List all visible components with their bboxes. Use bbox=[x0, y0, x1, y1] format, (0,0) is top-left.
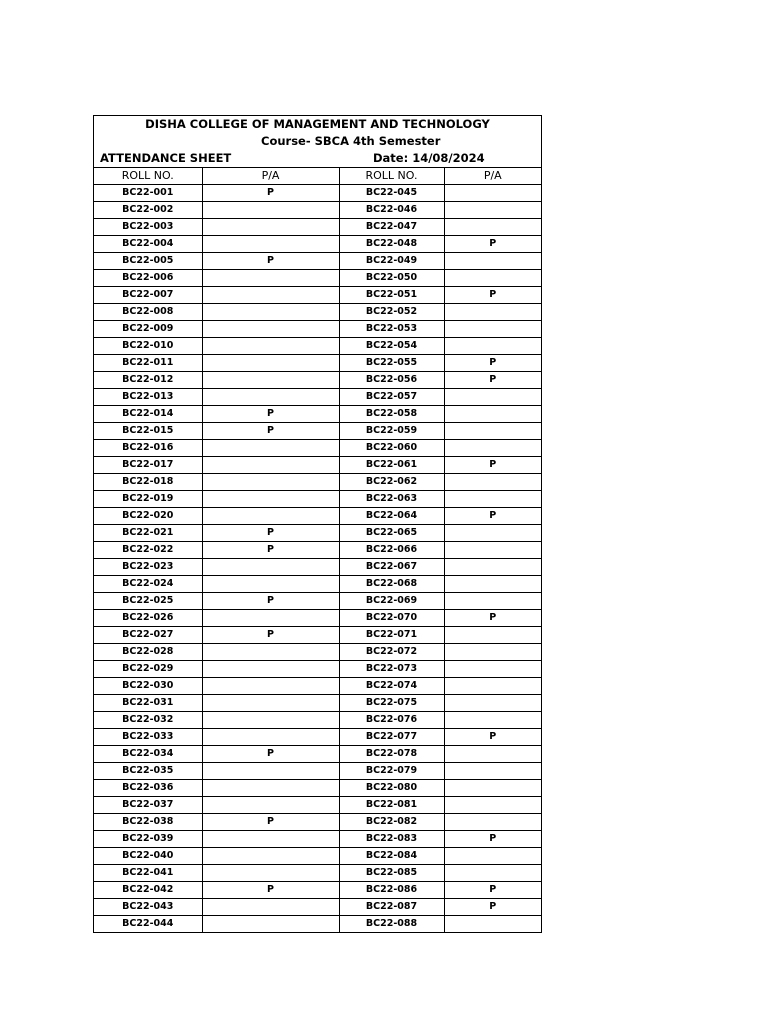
roll-right-cell: BC22-048 bbox=[339, 236, 444, 253]
pa-left-cell bbox=[202, 899, 339, 916]
table-row bbox=[94, 338, 541, 355]
roll-left-cell: BC22-012 bbox=[94, 372, 202, 389]
pa-left-cell bbox=[202, 219, 339, 236]
table-row bbox=[94, 355, 541, 372]
roll-left-cell: BC22-006 bbox=[94, 270, 202, 287]
roll-right-cell: BC22-069 bbox=[339, 593, 444, 610]
roll-right-cell: BC22-077 bbox=[339, 729, 444, 746]
roll-right-cell: BC22-086 bbox=[339, 882, 444, 899]
pa-right-cell bbox=[444, 474, 541, 491]
pa-right-cell bbox=[444, 576, 541, 593]
table-row bbox=[94, 491, 541, 508]
pa-right-cell: P bbox=[444, 610, 541, 627]
pa-left-cell: P bbox=[202, 406, 339, 423]
roll-right-cell: BC22-051 bbox=[339, 287, 444, 304]
pa-right-cell bbox=[444, 746, 541, 763]
pa-right-cell bbox=[444, 763, 541, 780]
pa-left-cell bbox=[202, 831, 339, 848]
pa-left-cell bbox=[202, 389, 339, 406]
pa-left-cell bbox=[202, 559, 339, 576]
roll-right-cell: BC22-081 bbox=[339, 797, 444, 814]
sheet-title: ATTENDANCE SHEET bbox=[100, 151, 232, 165]
column-header-roll-left: ROLL NO. bbox=[94, 168, 202, 185]
roll-right-cell: BC22-082 bbox=[339, 814, 444, 831]
roll-left-cell: BC22-044 bbox=[94, 916, 202, 933]
pa-right-cell: P bbox=[444, 372, 541, 389]
table-row bbox=[94, 457, 541, 474]
table-row bbox=[94, 661, 541, 678]
pa-left-cell bbox=[202, 644, 339, 661]
table-row bbox=[94, 270, 541, 287]
roll-left-cell: BC22-038 bbox=[94, 814, 202, 831]
pa-left-cell bbox=[202, 780, 339, 797]
pa-right-cell bbox=[444, 321, 541, 338]
table-row bbox=[94, 678, 541, 695]
table-row bbox=[94, 814, 541, 831]
roll-right-cell: BC22-078 bbox=[339, 746, 444, 763]
pa-left-cell bbox=[202, 202, 339, 219]
roll-left-cell: BC22-031 bbox=[94, 695, 202, 712]
column-header-pa-left: P/A bbox=[202, 168, 339, 185]
roll-right-cell: BC22-063 bbox=[339, 491, 444, 508]
roll-left-cell: BC22-021 bbox=[94, 525, 202, 542]
pa-left-cell bbox=[202, 610, 339, 627]
roll-right-cell: BC22-058 bbox=[339, 406, 444, 423]
pa-left-cell bbox=[202, 457, 339, 474]
sheet-date: Date: 14/08/2024 bbox=[373, 151, 485, 165]
roll-left-cell: BC22-041 bbox=[94, 865, 202, 882]
pa-right-cell bbox=[444, 627, 541, 644]
pa-right-cell bbox=[444, 848, 541, 865]
roll-right-cell: BC22-083 bbox=[339, 831, 444, 848]
pa-left-cell bbox=[202, 712, 339, 729]
roll-left-cell: BC22-008 bbox=[94, 304, 202, 321]
pa-left-cell: P bbox=[202, 525, 339, 542]
roll-right-cell: BC22-068 bbox=[339, 576, 444, 593]
roll-right-cell: BC22-066 bbox=[339, 542, 444, 559]
roll-right-cell: BC22-067 bbox=[339, 559, 444, 576]
pa-left-cell bbox=[202, 338, 339, 355]
roll-right-cell: BC22-046 bbox=[339, 202, 444, 219]
pa-right-cell bbox=[444, 440, 541, 457]
table-row bbox=[94, 848, 541, 865]
pa-right-cell: P bbox=[444, 508, 541, 525]
table-row bbox=[94, 236, 541, 253]
roll-left-cell: BC22-030 bbox=[94, 678, 202, 695]
roll-right-cell: BC22-061 bbox=[339, 457, 444, 474]
roll-left-cell: BC22-033 bbox=[94, 729, 202, 746]
pa-left-cell: P bbox=[202, 814, 339, 831]
table-row bbox=[94, 406, 541, 423]
pa-right-cell bbox=[444, 712, 541, 729]
roll-left-cell: BC22-014 bbox=[94, 406, 202, 423]
roll-right-cell: BC22-088 bbox=[339, 916, 444, 933]
roll-left-cell: BC22-043 bbox=[94, 899, 202, 916]
pa-right-cell: P bbox=[444, 236, 541, 253]
pa-right-cell bbox=[444, 780, 541, 797]
roll-left-cell: BC22-004 bbox=[94, 236, 202, 253]
pa-right-cell: P bbox=[444, 831, 541, 848]
table-row bbox=[94, 423, 541, 440]
table-row bbox=[94, 627, 541, 644]
column-header-row bbox=[94, 168, 541, 185]
pa-right-cell bbox=[444, 916, 541, 933]
table-row bbox=[94, 474, 541, 491]
roll-left-cell: BC22-022 bbox=[94, 542, 202, 559]
pa-left-cell: P bbox=[202, 542, 339, 559]
pa-left-cell bbox=[202, 270, 339, 287]
roll-left-cell: BC22-039 bbox=[94, 831, 202, 848]
pa-left-cell bbox=[202, 695, 339, 712]
column-header-roll-right: ROLL NO. bbox=[339, 168, 444, 185]
pa-left-cell: P bbox=[202, 746, 339, 763]
pa-right-cell bbox=[444, 270, 541, 287]
column-header-pa-right: P/A bbox=[444, 168, 541, 185]
table-row bbox=[94, 202, 541, 219]
table-row bbox=[94, 916, 541, 933]
pa-right-cell bbox=[444, 423, 541, 440]
table-row bbox=[94, 304, 541, 321]
roll-right-cell: BC22-087 bbox=[339, 899, 444, 916]
table-row bbox=[94, 576, 541, 593]
roll-right-cell: BC22-079 bbox=[339, 763, 444, 780]
roll-left-cell: BC22-011 bbox=[94, 355, 202, 372]
pa-right-cell bbox=[444, 644, 541, 661]
pa-left-cell bbox=[202, 236, 339, 253]
pa-left-cell bbox=[202, 287, 339, 304]
table-row bbox=[94, 797, 541, 814]
table-row bbox=[94, 644, 541, 661]
pa-left-cell: P bbox=[202, 593, 339, 610]
course-line bbox=[94, 133, 541, 150]
table-row bbox=[94, 389, 541, 406]
table-row bbox=[94, 287, 541, 304]
table-row bbox=[94, 763, 541, 780]
roll-left-cell: BC22-035 bbox=[94, 763, 202, 780]
roll-left-cell: BC22-019 bbox=[94, 491, 202, 508]
pa-left-cell bbox=[202, 848, 339, 865]
pa-left-cell bbox=[202, 797, 339, 814]
pa-left-cell bbox=[202, 508, 339, 525]
pa-left-cell bbox=[202, 304, 339, 321]
roll-left-cell: BC22-001 bbox=[94, 185, 202, 202]
pa-left-cell bbox=[202, 355, 339, 372]
pa-left-cell bbox=[202, 865, 339, 882]
roll-right-cell: BC22-085 bbox=[339, 865, 444, 882]
roll-right-cell: BC22-062 bbox=[339, 474, 444, 491]
roll-left-cell: BC22-042 bbox=[94, 882, 202, 899]
table-row bbox=[94, 695, 541, 712]
roll-right-cell: BC22-071 bbox=[339, 627, 444, 644]
table-row bbox=[94, 712, 541, 729]
pa-left-cell bbox=[202, 321, 339, 338]
pa-right-cell bbox=[444, 678, 541, 695]
roll-right-cell: BC22-076 bbox=[339, 712, 444, 729]
roll-right-cell: BC22-049 bbox=[339, 253, 444, 270]
table-row bbox=[94, 372, 541, 389]
roll-left-cell: BC22-025 bbox=[94, 593, 202, 610]
roll-left-cell: BC22-032 bbox=[94, 712, 202, 729]
pa-right-cell bbox=[444, 406, 541, 423]
pa-right-cell: P bbox=[444, 899, 541, 916]
roll-right-cell: BC22-053 bbox=[339, 321, 444, 338]
table-row bbox=[94, 865, 541, 882]
college-name: DISHA COLLEGE OF MANAGEMENT AND TECHNOLOGY bbox=[145, 117, 490, 131]
roll-right-cell: BC22-045 bbox=[339, 185, 444, 202]
table-row bbox=[94, 831, 541, 848]
table-row bbox=[94, 440, 541, 457]
roll-right-cell: BC22-056 bbox=[339, 372, 444, 389]
table-row bbox=[94, 882, 541, 899]
roll-right-cell: BC22-065 bbox=[339, 525, 444, 542]
roll-left-cell: BC22-005 bbox=[94, 253, 202, 270]
pa-left-cell bbox=[202, 678, 339, 695]
pa-left-cell bbox=[202, 474, 339, 491]
roll-left-cell: BC22-040 bbox=[94, 848, 202, 865]
pa-right-cell bbox=[444, 814, 541, 831]
table-row bbox=[94, 610, 541, 627]
pa-left-cell: P bbox=[202, 185, 339, 202]
pa-left-cell: P bbox=[202, 423, 339, 440]
pa-right-cell bbox=[444, 865, 541, 882]
roll-left-cell: BC22-020 bbox=[94, 508, 202, 525]
pa-right-cell bbox=[444, 661, 541, 678]
pa-right-cell bbox=[444, 695, 541, 712]
table-row bbox=[94, 542, 541, 559]
pa-right-cell: P bbox=[444, 882, 541, 899]
table-row bbox=[94, 729, 541, 746]
pa-left-cell bbox=[202, 372, 339, 389]
pa-left-cell bbox=[202, 440, 339, 457]
pa-left-cell bbox=[202, 729, 339, 746]
pa-right-cell bbox=[444, 202, 541, 219]
roll-right-cell: BC22-074 bbox=[339, 678, 444, 695]
pa-left-cell: P bbox=[202, 627, 339, 644]
roll-right-cell: BC22-054 bbox=[339, 338, 444, 355]
roll-right-cell: BC22-060 bbox=[339, 440, 444, 457]
roll-right-cell: BC22-072 bbox=[339, 644, 444, 661]
roll-right-cell: BC22-047 bbox=[339, 219, 444, 236]
attendance-sheet bbox=[93, 115, 542, 933]
pa-left-cell: P bbox=[202, 882, 339, 899]
pa-right-cell bbox=[444, 304, 541, 321]
pa-left-cell bbox=[202, 916, 339, 933]
pa-right-cell bbox=[444, 525, 541, 542]
roll-left-cell: BC22-024 bbox=[94, 576, 202, 593]
pa-right-cell bbox=[444, 253, 541, 270]
table-row bbox=[94, 253, 541, 270]
pa-right-cell bbox=[444, 593, 541, 610]
pa-left-cell bbox=[202, 763, 339, 780]
roll-left-cell: BC22-028 bbox=[94, 644, 202, 661]
pa-right-cell: P bbox=[444, 457, 541, 474]
pa-left-cell bbox=[202, 661, 339, 678]
roll-right-cell: BC22-055 bbox=[339, 355, 444, 372]
pa-left-cell: P bbox=[202, 253, 339, 270]
roll-left-cell: BC22-036 bbox=[94, 780, 202, 797]
roll-right-cell: BC22-057 bbox=[339, 389, 444, 406]
roll-left-cell: BC22-029 bbox=[94, 661, 202, 678]
roll-right-cell: BC22-075 bbox=[339, 695, 444, 712]
table-row bbox=[94, 508, 541, 525]
roll-left-cell: BC22-034 bbox=[94, 746, 202, 763]
table-row bbox=[94, 780, 541, 797]
roll-left-cell: BC22-027 bbox=[94, 627, 202, 644]
roll-left-cell: BC22-009 bbox=[94, 321, 202, 338]
table-row bbox=[94, 321, 541, 338]
pa-right-cell bbox=[444, 219, 541, 236]
roll-left-cell: BC22-002 bbox=[94, 202, 202, 219]
roll-right-cell: BC22-052 bbox=[339, 304, 444, 321]
table-row bbox=[94, 593, 541, 610]
roll-left-cell: BC22-007 bbox=[94, 287, 202, 304]
title-date-line bbox=[94, 150, 541, 167]
attendance-table bbox=[94, 167, 541, 932]
roll-right-cell: BC22-084 bbox=[339, 848, 444, 865]
roll-right-cell: BC22-070 bbox=[339, 610, 444, 627]
pa-right-cell: P bbox=[444, 355, 541, 372]
roll-left-cell: BC22-013 bbox=[94, 389, 202, 406]
pa-right-cell bbox=[444, 542, 541, 559]
pa-right-cell bbox=[444, 797, 541, 814]
roll-left-cell: BC22-016 bbox=[94, 440, 202, 457]
pa-right-cell bbox=[444, 389, 541, 406]
table-row bbox=[94, 559, 541, 576]
pa-right-cell: P bbox=[444, 287, 541, 304]
table-row bbox=[94, 525, 541, 542]
roll-left-cell: BC22-026 bbox=[94, 610, 202, 627]
roll-left-cell: BC22-023 bbox=[94, 559, 202, 576]
roll-left-cell: BC22-018 bbox=[94, 474, 202, 491]
pa-right-cell bbox=[444, 559, 541, 576]
roll-right-cell: BC22-073 bbox=[339, 661, 444, 678]
table-row bbox=[94, 219, 541, 236]
table-row bbox=[94, 746, 541, 763]
table-row bbox=[94, 185, 541, 202]
roll-right-cell: BC22-050 bbox=[339, 270, 444, 287]
roll-left-cell: BC22-015 bbox=[94, 423, 202, 440]
pa-left-cell bbox=[202, 491, 339, 508]
roll-right-cell: BC22-059 bbox=[339, 423, 444, 440]
roll-left-cell: BC22-010 bbox=[94, 338, 202, 355]
roll-right-cell: BC22-080 bbox=[339, 780, 444, 797]
table-row bbox=[94, 899, 541, 916]
pa-right-cell bbox=[444, 338, 541, 355]
course-label: Course- SBCA 4th Semester bbox=[261, 134, 441, 148]
pa-left-cell bbox=[202, 576, 339, 593]
roll-left-cell: BC22-003 bbox=[94, 219, 202, 236]
pa-right-cell bbox=[444, 185, 541, 202]
pa-right-cell bbox=[444, 491, 541, 508]
roll-left-cell: BC22-037 bbox=[94, 797, 202, 814]
roll-right-cell: BC22-064 bbox=[339, 508, 444, 525]
pa-right-cell: P bbox=[444, 729, 541, 746]
roll-left-cell: BC22-017 bbox=[94, 457, 202, 474]
